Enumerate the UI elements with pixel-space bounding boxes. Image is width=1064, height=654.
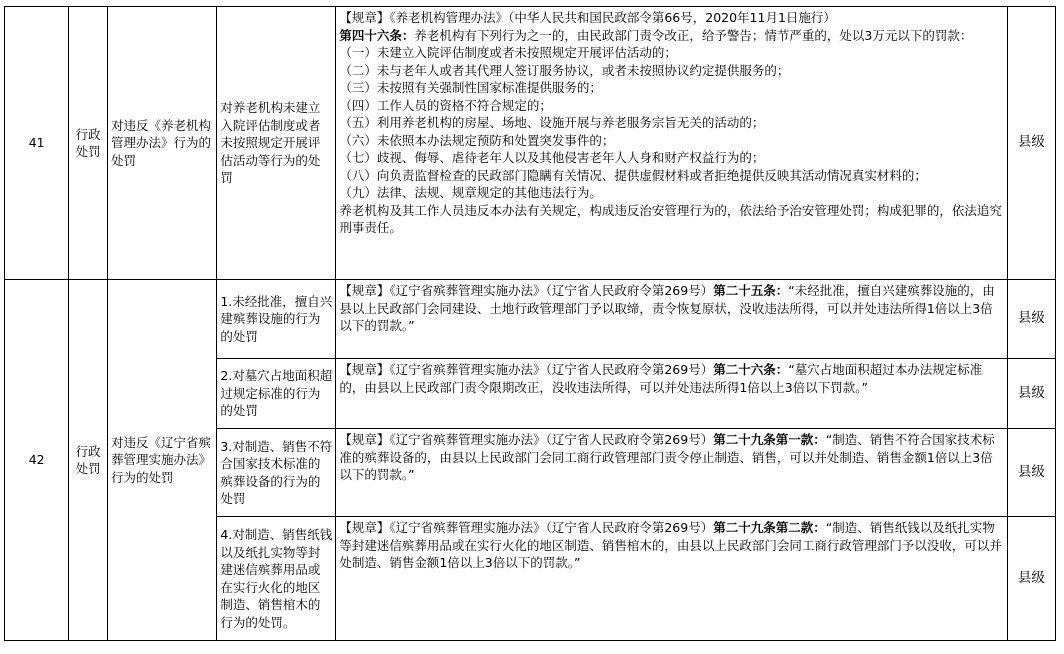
article-text: “制造、销售不符合国家技术标准的殡葬设备的，由县以上民政部门会同工商行政管理部门责令停止制造、销售，可以并处制造、销售金额1倍以上3倍以下的罚款。”: [339, 432, 995, 482]
list-item: （二）未与老年人或者其代理人签订服务协议，或者未按照协议约定提供服务的；: [339, 62, 790, 78]
level: 县级: [1007, 7, 1055, 280]
basis-header: 【规章】《辽宁省殡葬管理实施办法》（辽宁省人民政府令第269号）: [339, 283, 714, 298]
basis-header: 【规章】《养老机构管理办法》（中华人民共和国民政部令第66号，2020年11月1日施行）: [339, 10, 836, 25]
row-subitem: 对养老机构未建立入院评估制度或者未按照规定开展评估活动等行为的处罚: [217, 7, 336, 280]
row-number: 42: [5, 280, 69, 641]
list-item: （四）工作人员的资格不符合规定的；: [339, 97, 552, 113]
row-subitem: 1.未经批准，擅自兴建殡葬设施的行为的处罚: [217, 280, 336, 359]
table-row: [5, 7, 1056, 280]
basis-header: 【规章】《辽宁省殡葬管理实施办法》（辽宁省人民政府令第269号）: [339, 520, 714, 535]
regulation-table: [4, 6, 1056, 641]
row-category: 行政处罚: [69, 7, 108, 280]
article-number: 第二十五条：: [713, 283, 789, 298]
list-item: （六）未依照本办法规定预防和处置突发事件的；: [339, 132, 615, 148]
list-item: （一）未建立入院评估制度或者未按照规定开展评估活动的；: [339, 45, 677, 60]
legal-basis: [336, 429, 1007, 517]
row-category: 行政处罚: [69, 280, 108, 641]
list-item: （八）向负责监督检查的民政部门隐瞒有关情况、提供虚假材料或者拒绝提供反映其活动情况真实材料的；: [339, 167, 927, 183]
basis-header: 【规章】《辽宁省殡葬管理实施办法》（辽宁省人民政府令第269号）: [339, 432, 714, 447]
row-item: 对违反《养老机构管理办法》行为的处罚: [107, 7, 216, 280]
table-row: [5, 280, 1056, 359]
article-number: 第二十九条第二款：: [713, 520, 826, 535]
list-item: （九）法律、法规、规章规定的其他违法行为。: [339, 185, 602, 200]
level: 县级: [1007, 429, 1055, 517]
legal-basis: [336, 517, 1007, 641]
row-number: 41: [5, 7, 69, 280]
row-subitem: 3.对制造、销售不符合国家技术标准的殡葬设备的行为的处罚: [217, 429, 336, 517]
level: 县级: [1007, 280, 1055, 359]
basis-header: 【规章】《辽宁省殡葬管理实施办法》（辽宁省人民政府令第269号）: [339, 362, 714, 377]
article-number: 第二十六条：: [713, 362, 789, 377]
basis-footer: 养老机构及其工作人员违反本办法有关规定，构成违反治安管理行为的，依法给予治安管理处罚；构成犯罪的，依法追究刑事责任。: [339, 202, 1002, 235]
legal-basis: [336, 280, 1007, 359]
article-number: 第二十九条第一款：: [713, 432, 826, 447]
list-item: （五）利用养老机构的房屋、场地、设施开展与养老服务宗旨无关的活动的；: [339, 115, 765, 130]
basis-article: [339, 27, 1003, 45]
article-text: “未经批准，擅自兴建殡葬设施的，由县以上民政部门会同建设、土地行政管理部门予以取缔，责令恢复原状，没收违法所得，可以并处违法所得1倍以上3倍以下的罚款。”: [339, 283, 995, 333]
row-subitem: 2.对墓穴占地面积超过规定标准的行为的处罚: [217, 359, 336, 429]
level: 县级: [1007, 359, 1055, 429]
article-text: “制造、销售纸钱以及纸扎实物等封建迷信殡葬用品或在实行火化的地区制造、销售棺木的，由县以上民政部门会同工商行政管理部门予以没收，可以并处制造、销售金额1倍以上3倍以下的罚款。”: [339, 520, 1002, 570]
article-number: 第四十六条：: [339, 27, 415, 43]
legal-basis: [336, 7, 1007, 280]
article-text: “墓穴占地面积超过本办法规定标准的，由县以上民政部门责令限期改正，没收违法所得，可以并处违法所得1倍以上3倍以下罚款。”: [339, 362, 983, 395]
level: 县级: [1007, 517, 1055, 641]
list-item: （三）未按照有关强制性国家标准提供服务的；: [339, 80, 602, 95]
row-subitem: 4.对制造、销售纸钱以及纸扎实物等封建迷信殡葬用品或在实行火化的地区制造、销售棺木的行为的处罚。: [217, 517, 336, 641]
row-item: 对违反《辽宁省殡葬管理实施办法》行为的处罚: [107, 280, 216, 641]
list-item: （七）歧视、侮辱、虐待老年人以及其他侵害老年人人身和财产权益行为的；: [339, 150, 765, 165]
article-text: 养老机构有下列行为之一的，由民政部门责令改正，给予警告；情节严重的，处以3万元以下的罚款：: [414, 27, 973, 43]
legal-basis: [336, 359, 1007, 429]
